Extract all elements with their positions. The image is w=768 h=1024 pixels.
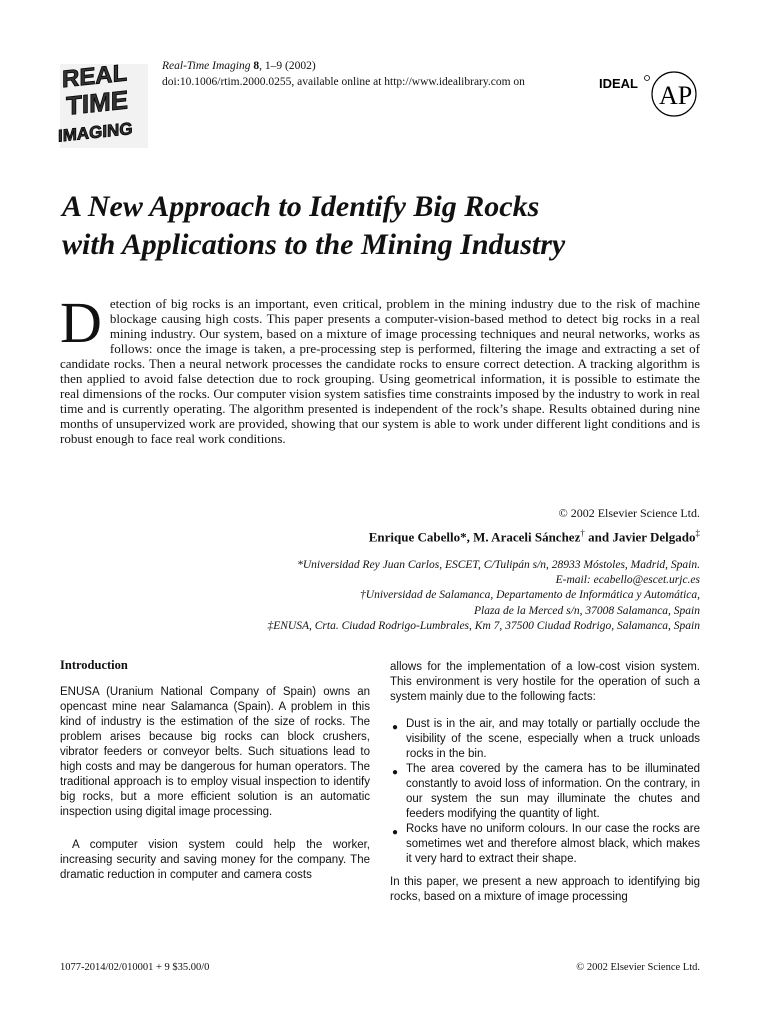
journal-volume: 8 [253, 60, 260, 72]
academic-press-logo [650, 70, 698, 118]
abstract-text: etection of big rocks is an important, even critical, problem in the mining industry due to the risk of machine blockage causing high costs. This paper presents a computer-vision-based method to detect big rocks in a real mining industry. Our system, based on a mixture of image processing techniques and neural networks, works as follows: once the image is taken, a pre-processing step is performed, filtering the image and extracting a set of candidate rocks. Then a neural network processes the candidate rocks to ensure correct detection. A tracking algorithm is then applied to avoid false detection due to rock grouping. Using geometrical information, it is possible to estimate the real dimensions of the rocks. Our computer vision system satisfies time constraints imposed by the industry to work in real time and is currently operating. The algorithm presented is independent of the rock’s shape. Results obtained during nine months of unsupervized work are provided, showing that our system is able to work under different light conditions and is robust enough to face real work conditions. [60, 296, 700, 446]
author-3: Javier Delgado [612, 529, 696, 545]
svg-text:IMAGING: IMAGING [58, 118, 133, 146]
bullet-icon: ● [392, 767, 399, 778]
author-2: M. Araceli Sánchez [473, 529, 581, 545]
svg-text:AP: AP [659, 81, 693, 110]
paragraph: ENUSA (Uranium National Company of Spain) owns an opencast mine near Salamanca (Spain). A problem in this kind of industry is the estimation of the size of rocks. The problem arises because big rocks can block crushers, vibrator feeders or conveyor belts. Such situations lead to high costs and may be dangerous for human operators. The traditional approach is to employ visual inspection to identify big rocks, but a more efficient solution is an automatic inspection using digital image processing. [60, 686, 370, 818]
affiliation-line: †Universidad de Salamanca, Departamento de Informática y Automática, [360, 589, 700, 602]
list-item [390, 762, 700, 822]
author-1: Enrique Cabello*, [368, 529, 470, 545]
journal-pages: , 1–9 (2002) [259, 60, 316, 72]
footer-copyright: © 2002 Elsevier Science Ltd. [576, 962, 700, 973]
list-item-text: Rocks have no uniform colours. In our case the rocks are sometimes wet and therefore almost black, which makes it very hard to extract their shape. [406, 823, 700, 865]
abstract-copyright: © 2002 Elsevier Science Ltd. [558, 506, 700, 520]
right-column [390, 660, 700, 905]
abstract [60, 290, 700, 446]
ideal-logo [597, 74, 651, 92]
doi-line: doi:10.1006/rtim.2000.0255, available online at http://www.idealibrary.com on [162, 76, 525, 88]
paragraph: allows for the implementation of a low-cost vision system. This environment is very hostile for the operation of such a system mainly due to the following facts: [390, 661, 700, 703]
affiliation-email: E-mail: ecabello@escet.urjc.es [555, 574, 700, 587]
author-list [60, 528, 700, 545]
author-2-mark: † [580, 528, 585, 538]
real-time-imaging-logo [56, 58, 152, 154]
svg-text:REAL: REAL [62, 59, 128, 94]
author-and: and [588, 529, 610, 545]
affiliation-line: *Universidad Rey Juan Carlos, ESCET, C/Tulipán s/n, 28933 Móstoles, Madrid, Spain. [297, 559, 700, 571]
list-item-text: Dust is in the air, and may totally or partially occlude the visibility of the scene, especially when a truck unloads rocks in the bin. [406, 718, 700, 760]
title-line-2: with Applications to the Mining Industry [62, 228, 566, 261]
left-column [60, 658, 370, 883]
affiliation-line: Plaza de la Merced s/n, 37008 Salamanca, Spain [473, 604, 700, 617]
journal-name: Real-Time Imaging [162, 60, 251, 72]
list-item [390, 717, 700, 762]
svg-text:TIME: TIME [66, 84, 129, 121]
paragraph: A computer vision system could help the worker, increasing security and saving money for the company. The dramatic reduction in computer and camera costs [60, 839, 370, 881]
abstract-drop-cap: D [60, 290, 102, 355]
bullet-list [390, 717, 700, 867]
journal-citation [162, 58, 525, 74]
list-item-text: The area covered by the camera has to be illuminated constantly to avoid loss of information. On the contrary, in our system the sun may illuminate the chutes and feeders modifying the quantity of light. [406, 763, 700, 820]
paragraph: In this paper, we present a new approach to identifying big rocks, based on a mixture of image processing [390, 876, 700, 903]
svg-text:IDEAL: IDEAL [599, 76, 638, 91]
list-item [390, 822, 700, 867]
bullet-icon: ● [392, 722, 399, 733]
footer-issn: 1077-2014/02/010001 + 9 $35.00/0 [60, 962, 210, 973]
affiliations [60, 558, 700, 634]
journal-info [162, 58, 525, 90]
bullet-icon: ● [392, 827, 399, 838]
section-heading-introduction: Introduction [60, 658, 128, 672]
paper-title [62, 188, 722, 264]
affiliation-line: ‡ENUSA, Crta. Ciudad Rodrigo-Lumbrales, Km 7, 37500 Ciudad Rodrigo, Salamanca, Spain [267, 619, 700, 632]
title-line-1: A New Approach to Identify Big Rocks [62, 190, 540, 223]
author-3-mark: ‡ [695, 528, 700, 538]
